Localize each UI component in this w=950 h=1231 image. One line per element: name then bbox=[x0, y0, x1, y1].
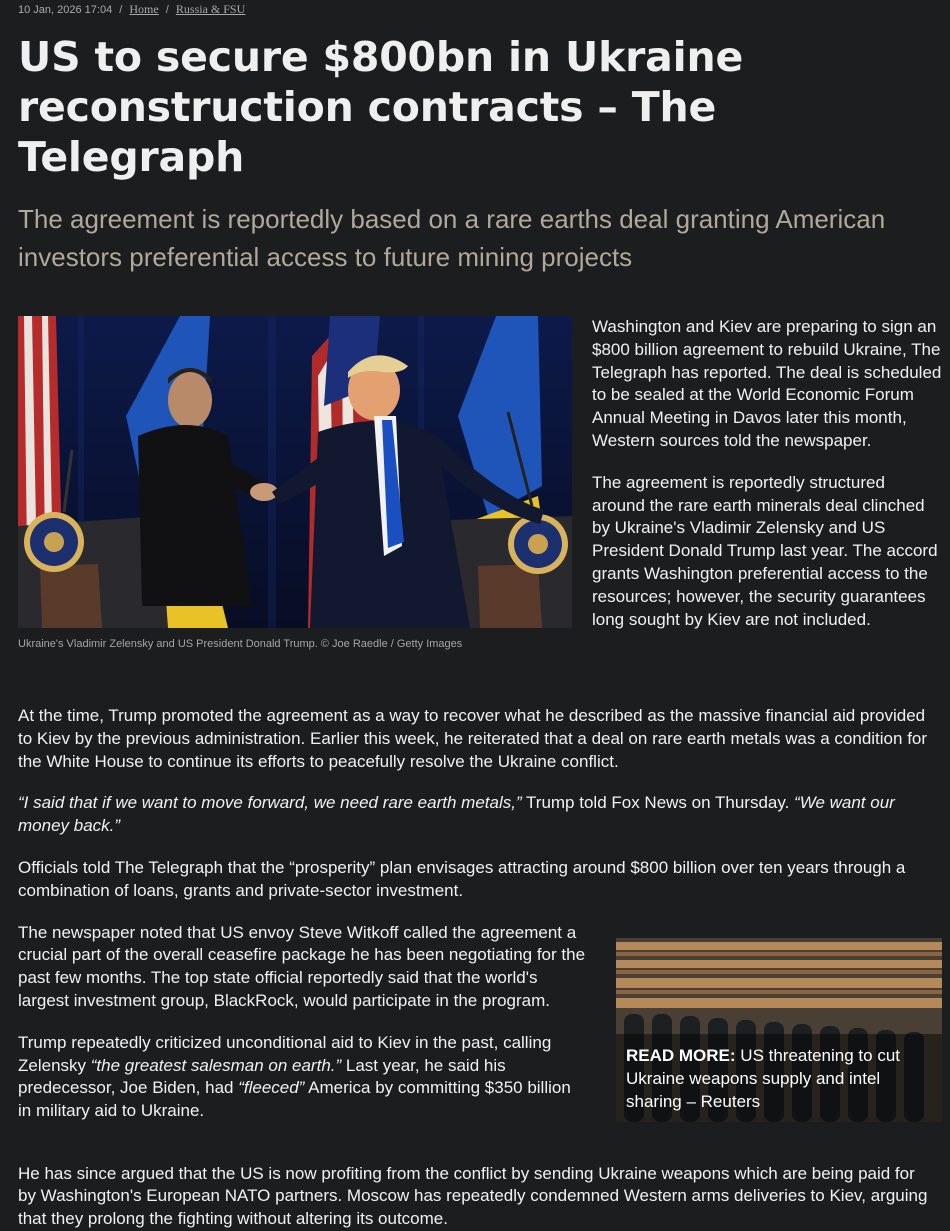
breadcrumb-separator: / bbox=[165, 4, 169, 16]
text-run: Last year, he said his predecessor, Joe Biden, had bbox=[18, 1055, 506, 1098]
paragraph: The agreement is reportedly structured around the rare earth minerals deal clinched by Ukraine's Vladimir Zelensky and US President Donald Trump last year. The accord grants Washington preferential access to the resources; however, the security guarantees long sought by Kiev are not included. bbox=[592, 472, 938, 629]
lead-section bbox=[18, 316, 942, 681]
paragraph: The newspaper noted that US envoy Steve Witkoff called the agreement a crucial part of the overall ceasefire package he has been negotiating for the past few months. The top state official reportedly said that the world's largest investment group, BlackRock, would participate in the program. bbox=[18, 922, 586, 1010]
quote-text: “We want our money back.” bbox=[18, 793, 895, 836]
breadcrumb-section[interactable]: Russia & FSU bbox=[175, 2, 246, 16]
paragraph: At the time, Trump promoted the agreement as a way to recover what he described as the massive financial aid provided to Kiev by the previous administration. Earlier this week, he reiterated that a deal on rare earth metals was a condition for the White House to continue its efforts to peacefully resolve the Ukraine conflict. bbox=[18, 706, 928, 771]
breadcrumb-separator: / bbox=[119, 4, 123, 16]
read-more-title: US threatening to cut Ukraine weapons supply and intel sharing – Reuters bbox=[626, 1045, 900, 1111]
paragraph: Washington and Kiev are preparing to sign an $800 billion agreement to rebuild Ukraine, The Telegraph has reported. The deal is scheduled to be sealed at the World Economic Forum Annual Meeting in Davos later this month, Western sources told the newspaper. bbox=[592, 317, 942, 450]
timestamp: 10 Jan, 2026 17:04 bbox=[18, 4, 113, 16]
read-more-card[interactable] bbox=[616, 938, 942, 1122]
article-body-end bbox=[18, 1163, 932, 1231]
hero-photo-illustration bbox=[18, 316, 572, 628]
text-run: Trump repeatedly criticized unconditional aid to Kiev in the past, calling Zelensky bbox=[18, 1032, 552, 1075]
image-caption: Ukraine's Vladimir Zelensky and US President Donald Trump. © Joe Raedle / Getty Images bbox=[18, 638, 463, 650]
paragraph bbox=[18, 1032, 588, 1123]
split-paragraphs bbox=[18, 922, 588, 1123]
paragraph: He has since argued that the US is now profiting from the conflict by sending Ukraine weapons which are being paid for by Washington's European NATO partners. Moscow has repeatedly condemned Western arms deliveries to Kiev, arguing that they prolong the fighting without altering its outcome. bbox=[18, 1163, 928, 1229]
paragraph: Officials told The Telegraph that the “prosperity” plan envisages attracting around $800 billion over ten years through a combination of loans, grants and private-sector investment. bbox=[18, 857, 906, 900]
lead-paragraphs bbox=[592, 316, 942, 631]
read-more-label: READ MORE: bbox=[626, 1045, 736, 1065]
article-subtitle: The agreement is reportedly based on a rare earths deal granting American investors preferential access to future mining projects bbox=[18, 204, 886, 272]
read-more-link[interactable] bbox=[626, 1044, 926, 1113]
quote-text: “fleeced” bbox=[238, 1078, 305, 1098]
quote-text: “the greatest salesman on earth.” bbox=[90, 1055, 342, 1075]
article-body bbox=[18, 705, 932, 903]
text-run: America by committing $350 billion in military aid to Ukraine. bbox=[18, 1078, 571, 1121]
article-title: US to secure $800bn in Ukraine reconstruction contracts – The Telegraph bbox=[18, 33, 744, 181]
breadcrumb-home[interactable]: Home bbox=[129, 2, 159, 16]
split-section bbox=[18, 922, 932, 1142]
article-meta bbox=[18, 0, 932, 20]
hero-image[interactable] bbox=[18, 316, 572, 628]
quote-attribution: Trump told Fox News on Thursday. bbox=[521, 793, 795, 813]
quote-text: “I said that if we want to move forward, we need rare earth metals,” bbox=[18, 793, 522, 813]
quote-paragraph bbox=[18, 792, 932, 838]
